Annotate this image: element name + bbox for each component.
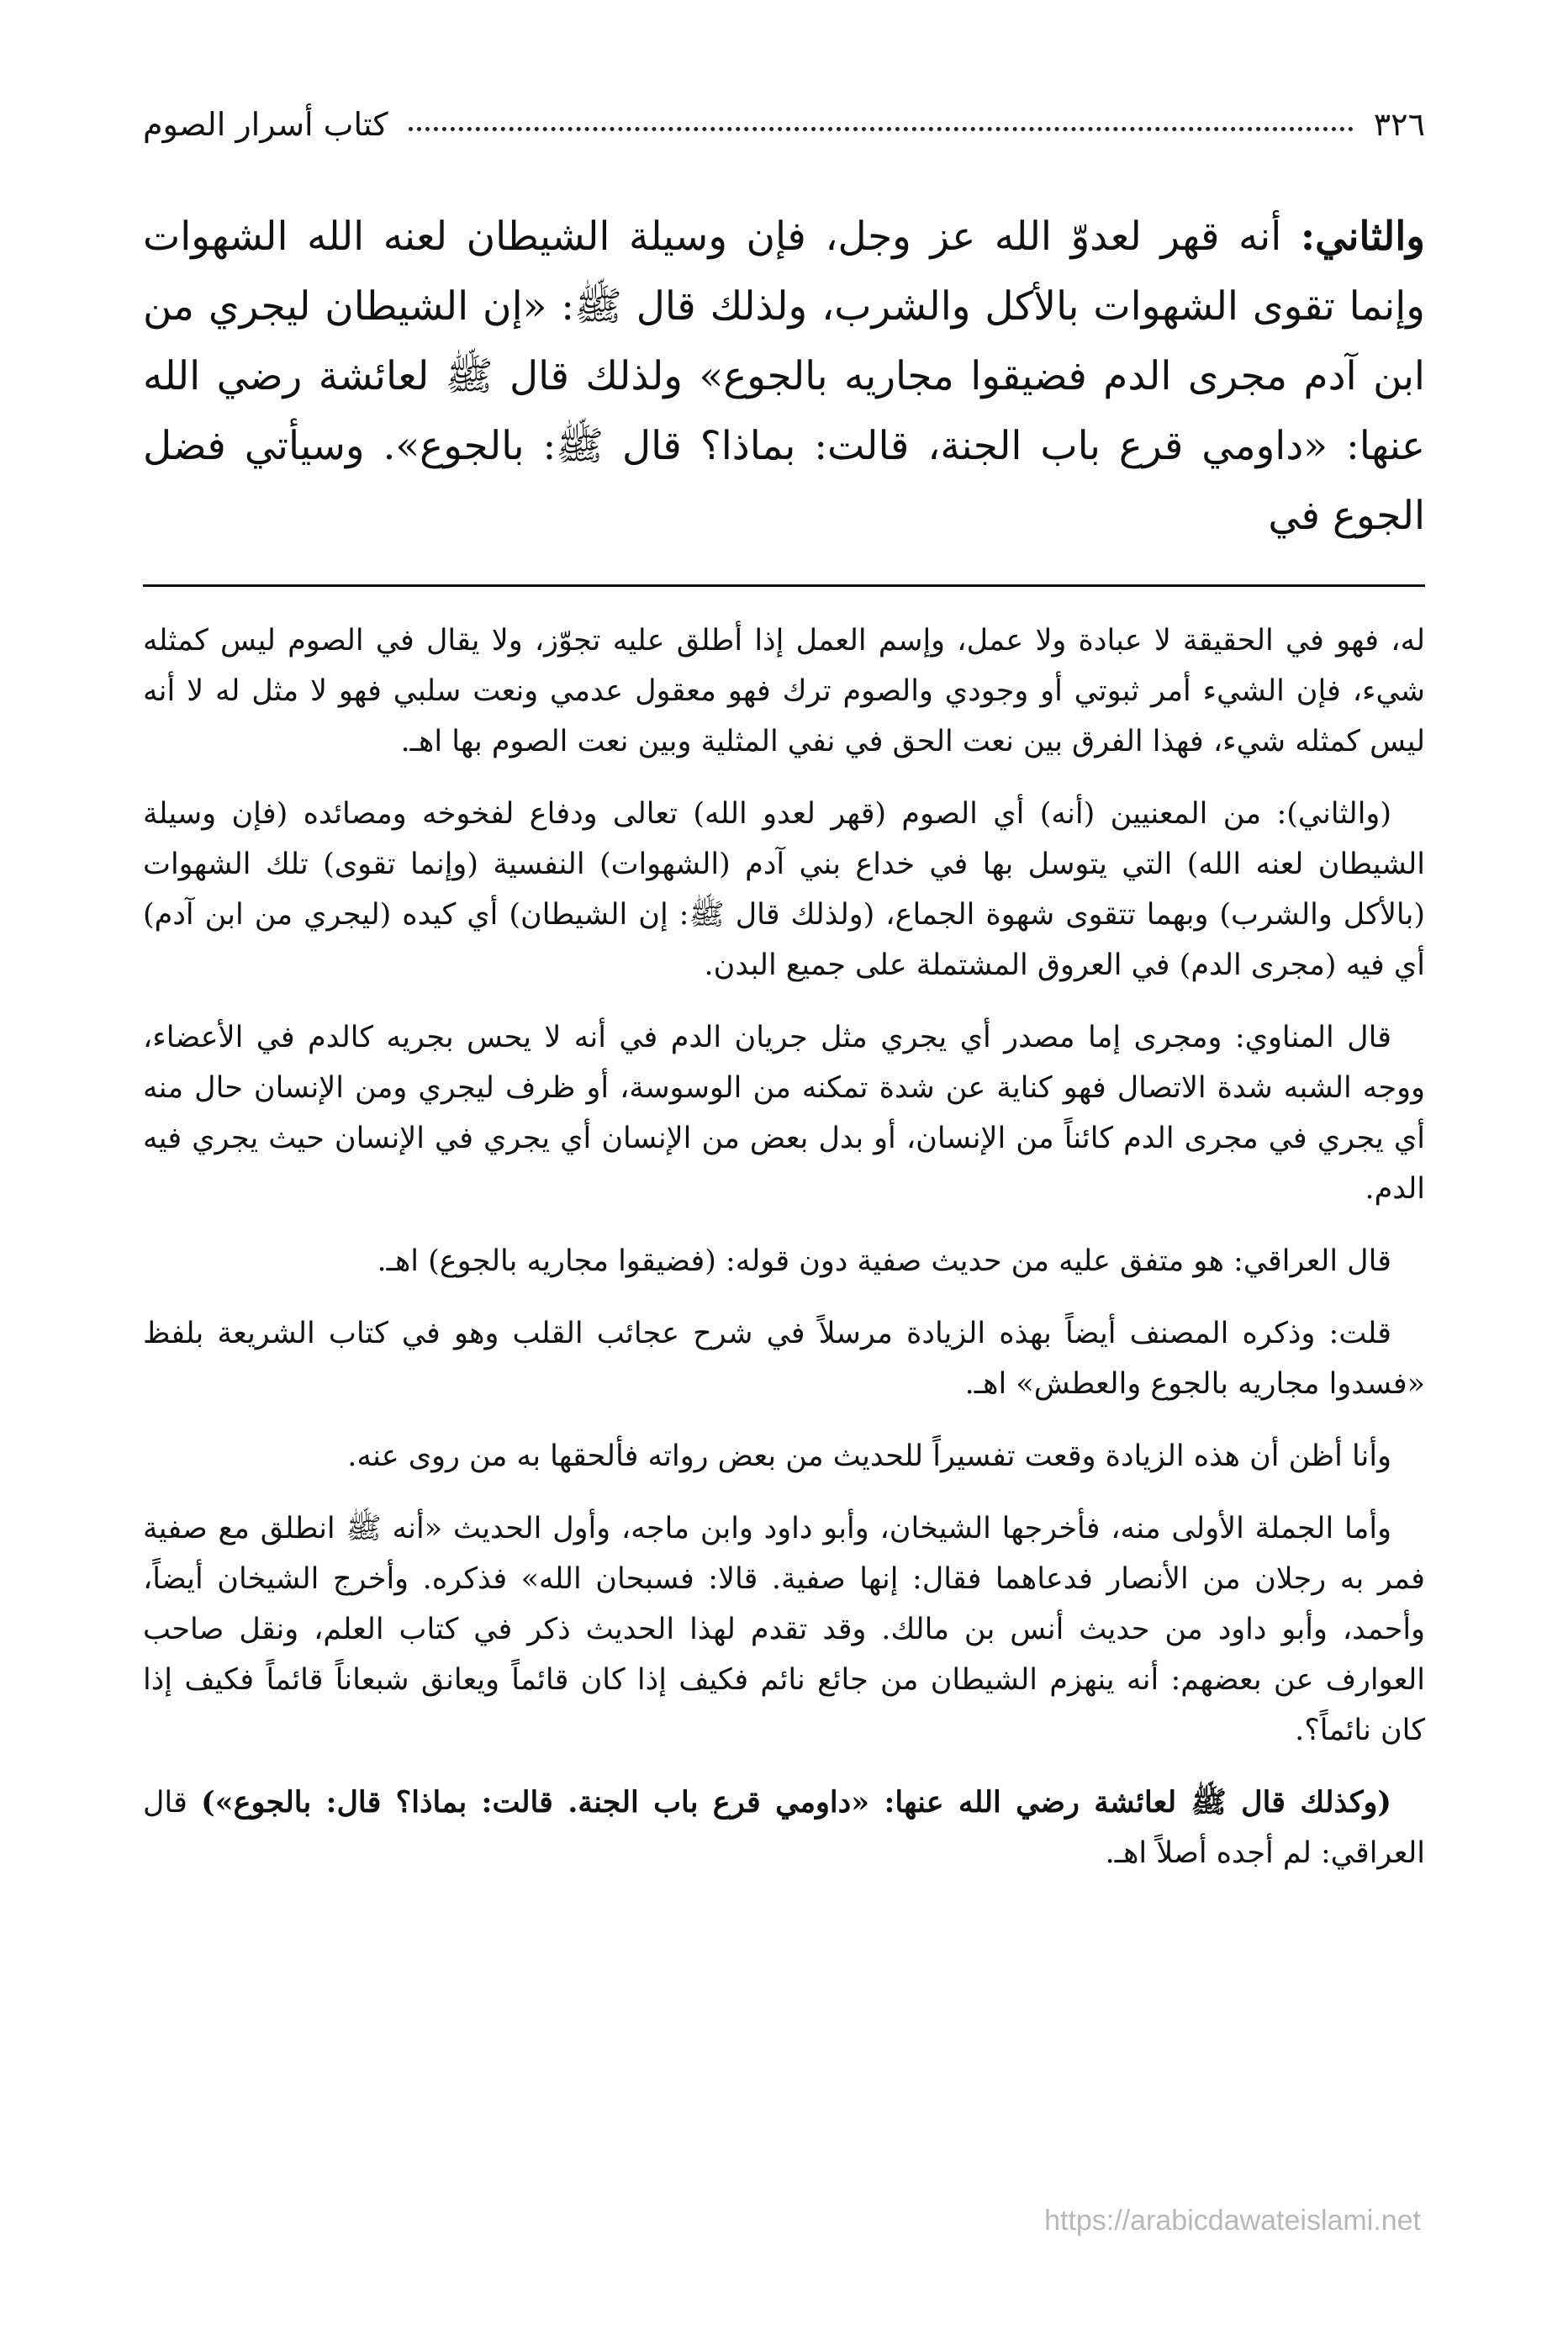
main-text-lead: والثاني: <box>1300 214 1425 260</box>
commentary-paragraph: له، فهو في الحقيقة لا عبادة ولا عمل، وإسم العمل إذا أطلق عليه تجوّز، ولا يقال في الصوم ليس كمثله شيء، فإن الشيء أمر ثبوتي أو وجودي والصوم ترك فهو معقول عدمي ونعت سلبي فهو لا مثل له لا أنه ليس كمثله شيء، فهذا الفرق بين نعت الحق في نفي المثلية وبين نعت الصوم بها اهـ. <box>143 624 1425 758</box>
footnote-separator <box>143 584 1425 587</box>
commentary <box>143 615 1425 1878</box>
header-dotted-leader <box>409 127 1354 131</box>
commentary-paragraph: وأنا أظن أن هذه الزيادة وقعت تفسيراً للحديث من بعض رواته فألحقها به من روى عنه. <box>347 1440 1391 1473</box>
commentary-paragraph: (والثاني): من المعنيين (أنه) أي الصوم (قهر لعدو الله) تعالى ودفاع لفخوخه ومصائده (فإن وسيلة الشيطان لعنه الله) التي يتوسل بها في خداع بني آدم (الشهوات) النفسية (وإنما تقوى) تلك الشهوات (بالأكل والشرب) وبهما تتقوى شهوة الجماع، (ولذلك قال ﷺ: إن الشيطان) أي كيده (ليجري من ابن آدم) أي فيه (مجرى الدم) في العروق المشتملة على جميع البدن. <box>143 797 1425 982</box>
commentary-paragraph: قلت: وذكره المصنف أيضاً بهذه الزيادة مرسلاً في شرح عجائب القلب وهو في كتاب الشريعة بلفظ «فسدوا مجاريه بالجوع والعطش» اهـ. <box>143 1317 1425 1401</box>
commentary-bold-quote: (وكذلك قال ﷺ لعائشة رضي الله عنها: «داومي قرع باب الجنة. قالت: بماذا؟ قال: بالجوع») <box>201 1785 1391 1820</box>
commentary-paragraph <box>143 1778 1425 1878</box>
commentary-paragraph: قال العراقي: هو متفق عليه من حديث صفية دون قوله: (فضيقوا مجاريه بالجوع) اهـ. <box>377 1244 1391 1278</box>
main-text <box>143 202 1425 551</box>
watermark-url: https://arabicdawateislami.net <box>1044 2205 1421 2237</box>
book-title: كتاب أسرار الصوم <box>143 106 388 143</box>
main-text-body: أنه قهر لعدوّ الله عز وجل، فإن وسيلة الشيطان لعنه الله الشهوات وإنما تقوى الشهوات بالأكل والشرب، ولذلك قال ﷺ: «إن الشيطان ليجري من ابن آدم مجرى الدم فضيقوا مجاريه بالجوع» ولذلك قال ﷺ لعائشة رضي الله عنها: «داومي قرع باب الجنة، قالت: بماذا؟ قال ﷺ: بالجوع». وسيأتي فضل الجوع في <box>143 214 1425 539</box>
book-page <box>143 76 1425 2295</box>
commentary-paragraph: قال المناوي: ومجرى إما مصدر أي يجري مثل جريان الدم في أنه لا يحس بجريه كالدم في الأعضاء، ووجه الشبه شدة الاتصال فهو كناية عن شدة تمكنه من الوسوسة، أو ظرف ليجري ومن الإنسان حال منه أي يجري في مجرى الدم كائناً من الإنسان، أو بدل بعض من الإنسان أي يجري في الإنسان حيث يجري فيه الدم. <box>143 1021 1425 1206</box>
page-header <box>143 76 1425 143</box>
commentary-paragraph: وأما الجملة الأولى منه، فأخرجها الشيخان، وأبو داود وابن ماجه، وأول الحديث «أنه ﷺ انطلق مع صفية فمر به رجلان من الأنصار فدعاهما فقال: إنها صفية. قالا: فسبحان الله» فذكره. وأخرج الشيخان أيضاً، وأحمد، وأبو داود من حديث أنس بن مالك. وقد تقدم لهذا الحديث ذكر في كتاب العلم، ونقل صاحب العوارف عن بعضهم: أنه ينهزم الشيطان من جائع نائم فكيف إذا كان قائماً ويعانق شبعاناً قائماً فكيف إذا كان نائماً؟. <box>143 1512 1425 1747</box>
page-number: ٣٢٦ <box>1373 106 1425 143</box>
commentary-note: قال العراقي: لم أجده أصلاً اهـ. <box>143 1786 1425 1870</box>
